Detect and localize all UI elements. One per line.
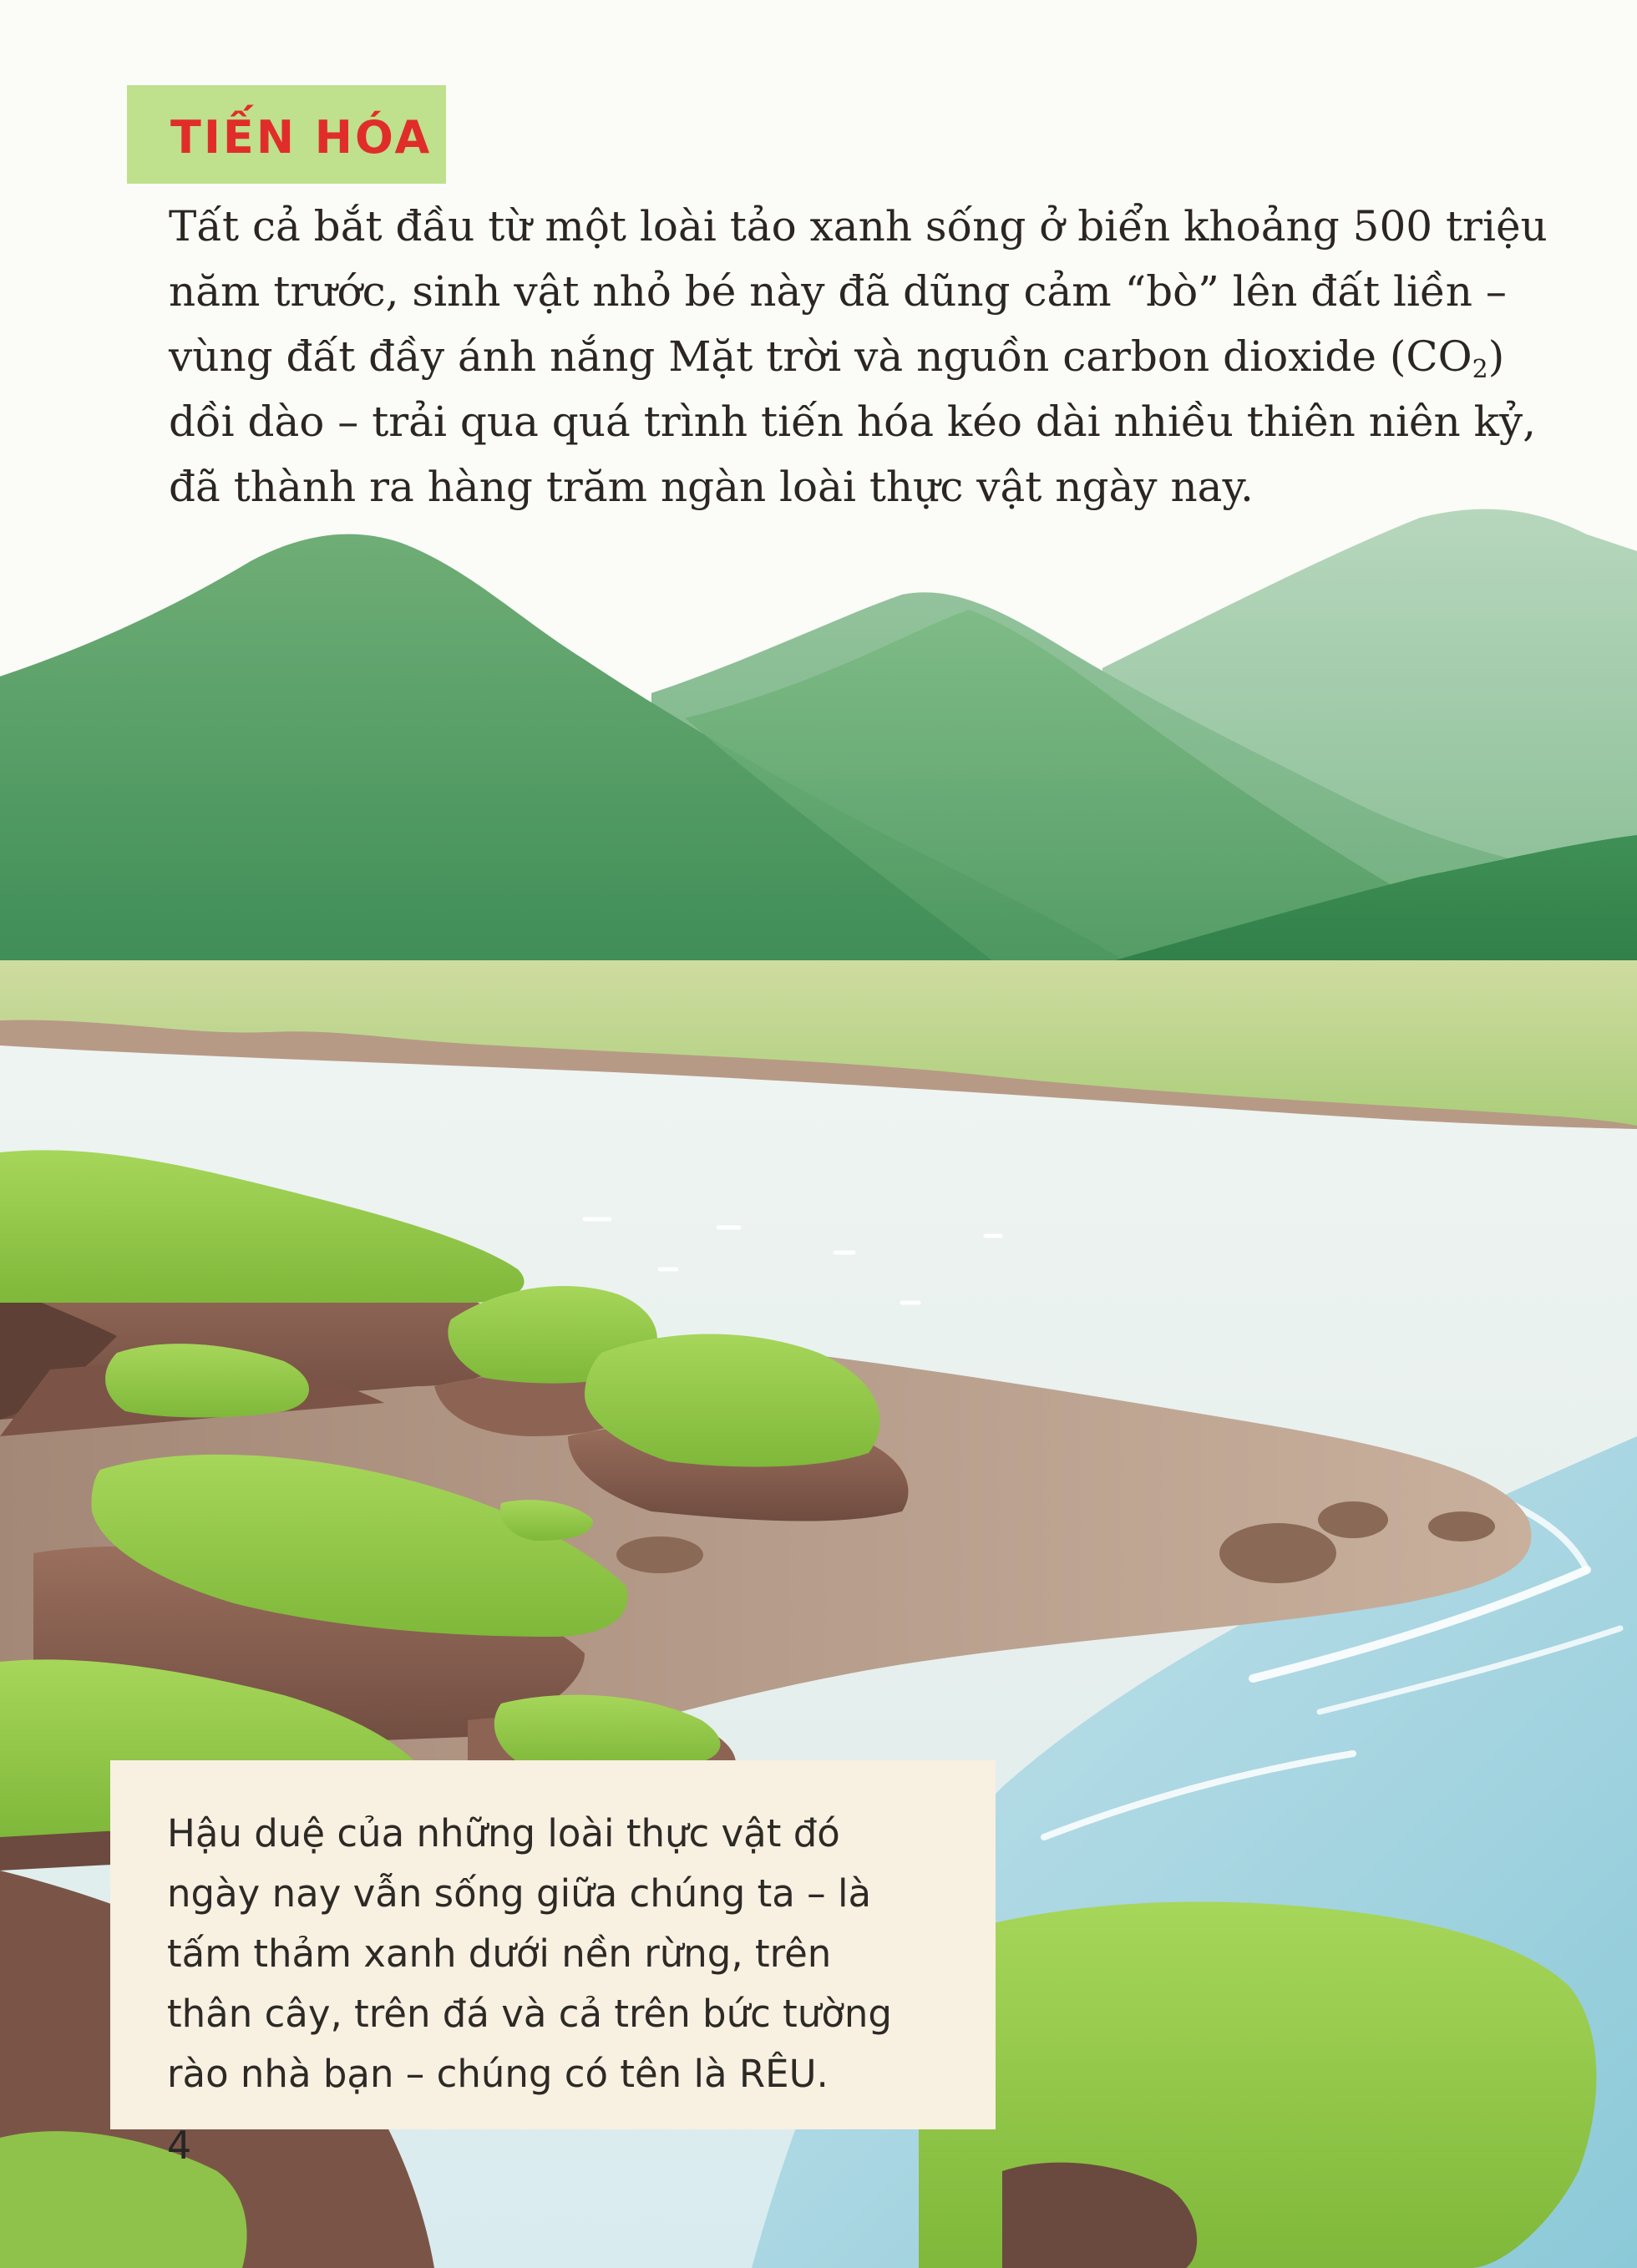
co2-subscript: 2 xyxy=(1472,355,1488,384)
intro-line-2: năm trước, sinh vật nhỏ bé này đã dũng cảm “bò” lên đất liền – xyxy=(169,267,1507,316)
section-title: TIẾN HÓA xyxy=(170,111,433,164)
intro-line-1: Tất cả bắt đầu từ một loài tảo xanh sống ở biển khoảng 500 triệu xyxy=(169,202,1548,251)
section-heading xyxy=(127,85,446,184)
callout-line-2: ngày nay vẫn sống giữa chúng ta – là xyxy=(167,1871,872,1916)
callout-line-1: Hậu duệ của những loài thực vật đó xyxy=(167,1811,840,1855)
callout-line-3: tấm thảm xanh dưới nền rừng, trên xyxy=(167,1931,832,1976)
intro-line-3-text: vùng đất đầy ánh nắng Mặt trời và nguồn carbon dioxide (CO xyxy=(169,332,1472,381)
callout-text xyxy=(167,1804,955,2104)
intro-line-3 xyxy=(169,324,1505,389)
intro-line-5: đã thành ra hàng trăm ngàn loài thực vật ngày nay. xyxy=(169,463,1254,511)
intro-line-4: dồi dào – trải qua quá trình tiến hóa kéo dài nhiều thiên niên kỷ, xyxy=(169,397,1537,446)
callout-line-5: rào nhà bạn – chúng có tên là RÊU. xyxy=(167,2052,829,2096)
intro-paragraph xyxy=(169,194,1548,519)
callout-line-4: thân cây, trên đá và cả trên bức tường xyxy=(167,1992,892,2036)
intro-line-3-end: ) xyxy=(1487,332,1505,381)
page-number: 4 xyxy=(167,2123,192,2168)
callout-box xyxy=(110,1760,996,2129)
